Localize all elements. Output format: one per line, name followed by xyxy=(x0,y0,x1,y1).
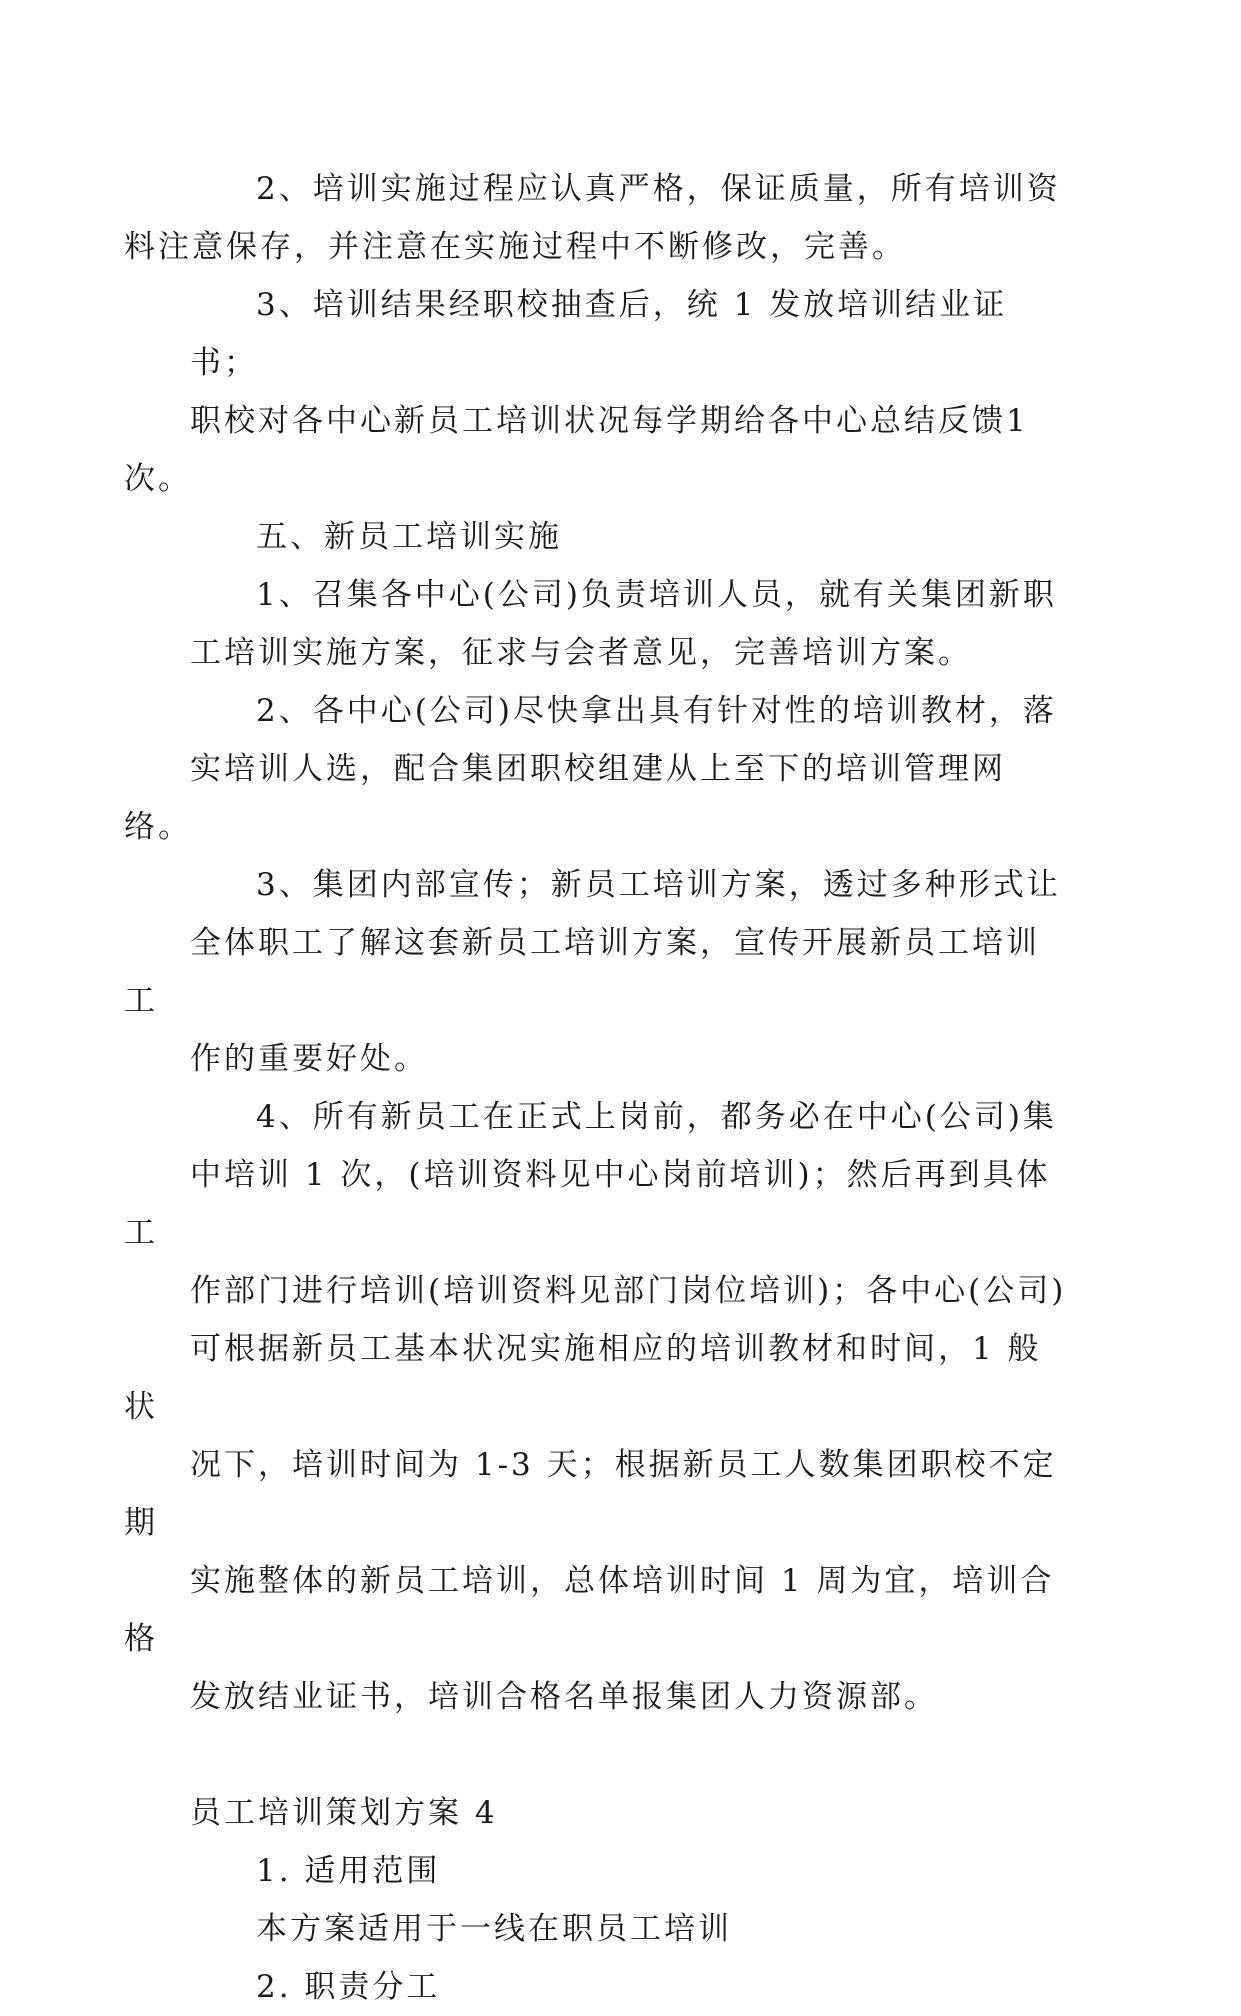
text-line: 况下，培训时间为 1-3 天；根据新员工人数集团职校不定期 xyxy=(124,1447,1057,1541)
text-line: 料注意保存，并注意在实施过程中不断修改，完善。 xyxy=(124,229,906,265)
text-line: 职校对各中心新员工培训状况每学期给各中心总结反馈1次。 xyxy=(124,403,1029,497)
section-item-duties-heading: 2. 职责分工 xyxy=(256,1969,441,2005)
text-line: 3、培训结果经职校抽查后，统 1 发放培训结业证书； xyxy=(190,287,1008,381)
text-line: 实培训人选，配合集团职校组建从上至下的培训管理网络。 xyxy=(124,751,1006,845)
paragraph-convene-staff xyxy=(190,566,1070,682)
paragraph-pre-job-training xyxy=(124,1088,1070,1726)
text-line: 作的重要好处。 xyxy=(190,1041,428,1077)
paragraph-training-quality xyxy=(124,160,1070,276)
text-line: 发放结业证书，培训合格名单报集团人力资源部。 xyxy=(190,1679,938,1715)
spacer xyxy=(190,1726,1070,1784)
text-line: 1、召集各中心(公司)负责培训人员，就有关集团新职 xyxy=(256,577,1057,613)
section-heading-five xyxy=(190,508,1070,566)
text-line: 2、各中心(公司)尽快拿出具有针对性的培训教材，落 xyxy=(256,693,1057,729)
paragraph-publicity xyxy=(124,856,1070,1088)
text-line: 五、新员工培训实施 xyxy=(256,519,562,555)
section-item-scope-text: 本方案适用于一线在职员工培训 xyxy=(256,1911,732,1947)
text-line: 可根据新员工基本状况实施相应的培训教材和时间，1 般状 xyxy=(124,1331,1042,1425)
section-item-scope-heading: 1. 适用范围 xyxy=(256,1853,441,1889)
document-body xyxy=(124,160,1070,2016)
text-line: 工培训实施方案，征求与会者意见，完善培训方案。 xyxy=(190,635,972,671)
text-line: 全体职工了解这套新员工培训方案，宣传开展新员工培训工 xyxy=(124,925,1040,1019)
text-line: 中培训 1 次，(培训资料见中心岗前培训)；然后再到具体工 xyxy=(124,1157,1051,1251)
text-line: 4、所有新员工在正式上岗前，都务必在中心(公司)集 xyxy=(256,1099,1057,1135)
paragraph-training-results xyxy=(124,276,1070,508)
text-line: 2、培训实施过程应认真严格，保证质量，所有培训资 xyxy=(256,171,1061,207)
paragraph-materials xyxy=(124,682,1070,856)
text-line: 实施整体的新员工培训，总体培训时间 1 周为宜，培训合格 xyxy=(124,1563,1055,1657)
text-line: 3、集团内部宣传；新员工培训方案，透过多种形式让 xyxy=(256,867,1061,903)
text-line: 作部门进行培训(培训资料见部门岗位培训)；各中心(公司) xyxy=(190,1273,1067,1309)
section-title: 员工培训策划方案 4 xyxy=(190,1795,498,1831)
